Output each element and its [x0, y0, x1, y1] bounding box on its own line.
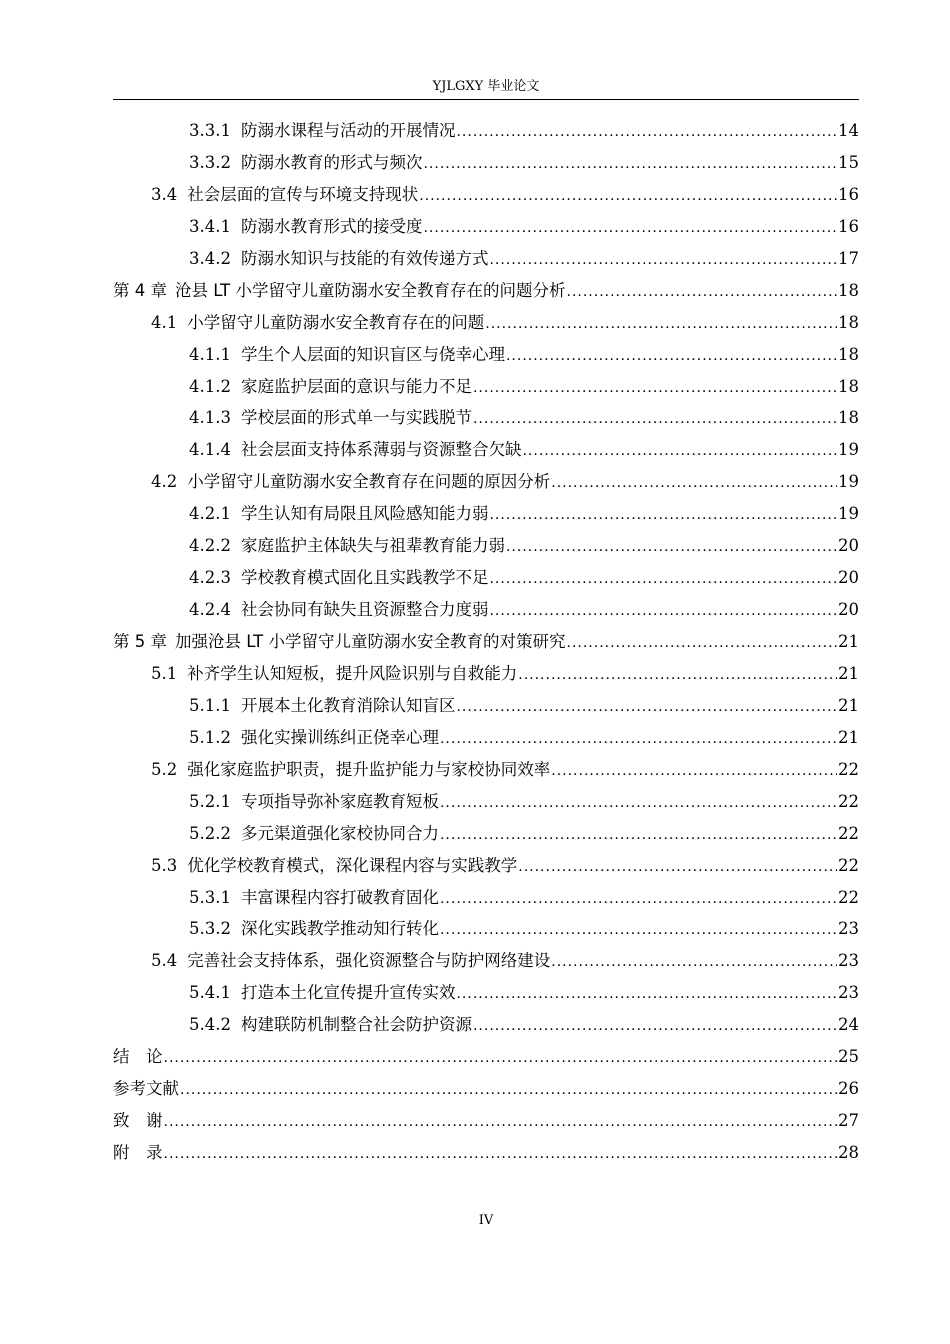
toc-entry[interactable] [113, 115, 859, 147]
toc-entry-page: 23 [838, 983, 859, 1003]
toc-entry-number: 4.2.3 [189, 568, 231, 588]
toc-entry-page: 23 [838, 951, 859, 971]
toc-entry-number: 5.2.1 [189, 791, 231, 811]
toc-dot-leader [473, 373, 837, 405]
toc-dot-leader [423, 149, 837, 181]
toc-entry-number: 5.3 [151, 855, 178, 875]
toc-entry-page: 14 [838, 121, 859, 140]
toc-entry-page: 21 [838, 632, 859, 651]
toc-entry-title: 完善社会支持体系，强化资源整合与防护网络建设 [187, 951, 551, 971]
toc-entry-title: 强化实操训练纠正侥幸心理 [240, 727, 439, 747]
toc-dot-leader [440, 724, 837, 756]
toc-dot-leader [506, 532, 837, 564]
toc-entry-page: 21 [838, 695, 859, 715]
toc-entry-page: 21 [838, 663, 859, 683]
page-number: IV [478, 1213, 494, 1228]
toc-entry[interactable] [113, 275, 859, 307]
toc-dot-leader [423, 213, 837, 245]
toc-entry-title: 补齐学生认知短板，提升风险识别与自救能力 [187, 663, 518, 683]
toc-entry[interactable] [113, 1073, 859, 1105]
toc-entry-title: 专项指导弥补家庭教育短板 [240, 791, 439, 811]
toc-entry-page: 18 [838, 312, 859, 332]
toc-entry[interactable] [113, 977, 859, 1009]
toc-entry[interactable] [113, 882, 859, 914]
toc-dot-leader [440, 915, 837, 947]
toc-entry-page: 20 [838, 600, 859, 620]
header-divider [113, 99, 859, 100]
toc-entry-page: 22 [838, 823, 859, 843]
toc-dot-leader [522, 436, 837, 468]
toc-entry-page: 18 [838, 408, 859, 428]
toc-entry-number: 4.2.1 [189, 504, 231, 524]
toc-entry[interactable] [113, 690, 859, 722]
toc-entry-page: 24 [838, 1015, 859, 1035]
toc-entry-page: 22 [838, 791, 859, 811]
toc-entry-page: 17 [838, 248, 859, 268]
toc-entry[interactable] [113, 307, 859, 339]
table-of-contents [113, 115, 859, 1169]
toc-entry-page: 28 [838, 1143, 859, 1162]
toc-dot-leader [518, 660, 837, 692]
toc-entry[interactable] [113, 498, 859, 530]
toc-entry-title: 学生个人层面的知识盲区与侥幸心理 [240, 344, 505, 364]
toc-entry-title: 优化学校教育模式，深化课程内容与实践教学 [187, 855, 518, 875]
toc-dot-leader [567, 628, 838, 660]
toc-entry-page: 18 [838, 280, 859, 300]
toc-entry-title: 附 录 [113, 1143, 163, 1162]
toc-entry-number: 5.2 [151, 759, 178, 779]
toc-dot-leader [456, 692, 837, 724]
toc-entry[interactable] [113, 147, 859, 179]
toc-entry-page: 19 [838, 440, 859, 460]
toc-entry-page: 18 [838, 344, 859, 364]
toc-entry-number: 5.4 [151, 951, 178, 971]
toc-entry-title: 小学留守儿童防溺水安全教育存在问题的原因分析 [187, 472, 551, 492]
toc-entry-number: 第 5 章 [113, 632, 167, 651]
toc-entry-number: 5.1.2 [189, 727, 231, 747]
toc-entry-number: 5.4.1 [189, 983, 231, 1003]
toc-entry[interactable] [113, 913, 859, 945]
toc-dot-leader [456, 117, 837, 149]
toc-entry-title: 防溺水教育的形式与频次 [240, 152, 423, 172]
toc-entry-number: 4.2.4 [189, 600, 231, 620]
toc-entry[interactable] [113, 243, 859, 275]
toc-entry-number: 5.2.2 [189, 823, 231, 843]
toc-dot-leader [473, 1011, 837, 1043]
toc-entry-title: 参考文献 [113, 1079, 179, 1099]
toc-dot-leader [551, 756, 837, 788]
toc-entry-number: 5.1 [151, 663, 178, 683]
toc-entry[interactable] [113, 179, 859, 211]
toc-dot-leader [164, 1043, 838, 1075]
toc-dot-leader [164, 1107, 838, 1139]
toc-dot-leader [473, 404, 837, 436]
toc-entry-page: 18 [838, 376, 859, 396]
toc-entry-page: 19 [838, 472, 859, 492]
toc-entry[interactable] [113, 945, 859, 977]
toc-entry-number: 4.1.4 [189, 440, 231, 460]
toc-entry[interactable] [113, 850, 859, 882]
toc-entry[interactable] [113, 1105, 859, 1137]
toc-entry[interactable] [113, 530, 859, 562]
toc-dot-leader [567, 277, 838, 309]
toc-entry[interactable] [113, 371, 859, 403]
toc-entry-page: 25 [838, 1047, 859, 1067]
toc-dot-leader [506, 341, 837, 373]
toc-entry-title: 打造本土化宣传提升宣传实效 [240, 983, 456, 1003]
toc-entry-title: 家庭监护层面的意识与能力不足 [240, 376, 472, 396]
toc-entry[interactable] [113, 339, 859, 371]
toc-entry[interactable] [113, 722, 859, 754]
toc-entry[interactable] [113, 1009, 859, 1041]
toc-entry[interactable] [113, 818, 859, 850]
toc-entry-page: 23 [838, 919, 859, 939]
toc-dot-leader [180, 1075, 837, 1107]
toc-entry[interactable] [113, 1137, 859, 1169]
toc-entry[interactable] [113, 562, 859, 594]
toc-entry[interactable] [113, 754, 859, 786]
toc-entry-number: 4.1.2 [189, 376, 231, 396]
toc-entry-title: 小学留守儿童防溺水安全教育存在的问题 [187, 312, 485, 332]
toc-entry-page: 27 [838, 1111, 859, 1131]
toc-entry-title: 致 谢 [113, 1111, 163, 1131]
toc-entry-title: 防溺水教育形式的接受度 [240, 216, 423, 236]
toc-entry-number: 3.4.2 [189, 248, 231, 268]
toc-entry-title: 家庭监护主体缺失与祖辈教育能力弱 [240, 536, 505, 556]
toc-entry-title: 加强沧县 LT 小学留守儿童防溺水安全教育的对策研究 [175, 632, 566, 651]
toc-entry[interactable] [113, 1041, 859, 1073]
toc-entry-page: 22 [838, 855, 859, 875]
toc-entry-number: 3.3.2 [189, 152, 231, 172]
toc-entry-number: 5.3.1 [189, 887, 231, 907]
toc-dot-leader [489, 596, 837, 628]
toc-dot-leader [440, 884, 837, 916]
toc-dot-leader [551, 468, 837, 500]
toc-entry-number: 4.2 [151, 472, 178, 492]
toc-entry-title: 社会层面支持体系薄弱与资源整合欠缺 [240, 440, 522, 460]
toc-entry-number: 4.1.3 [189, 408, 231, 428]
toc-entry-title: 防溺水课程与活动的开展情况 [240, 121, 456, 140]
toc-entry-title: 多元渠道强化家校协同合力 [240, 823, 439, 843]
toc-entry[interactable] [113, 434, 859, 466]
toc-entry-number: 5.3.2 [189, 919, 231, 939]
toc-entry-title: 学生认知有局限且风险感知能力弱 [240, 504, 489, 524]
toc-entry-title: 沧县 LT 小学留守儿童防溺水安全教育存在的问题分析 [175, 280, 566, 300]
toc-dot-leader [485, 309, 837, 341]
toc-entry-page: 20 [838, 568, 859, 588]
toc-entry-page: 19 [838, 504, 859, 524]
toc-dot-leader [440, 788, 837, 820]
toc-entry[interactable] [113, 466, 859, 498]
toc-entry[interactable] [113, 594, 859, 626]
toc-entry-page: 16 [838, 216, 859, 236]
toc-entry-title: 强化家庭监护职责，提升监护能力与家校协同效率 [187, 759, 551, 779]
toc-entry[interactable] [113, 402, 859, 434]
toc-entry-title: 丰富课程内容打破教育固化 [240, 887, 439, 907]
toc-entry-number: 5.4.2 [189, 1015, 231, 1035]
toc-dot-leader [456, 979, 837, 1011]
toc-entry-page: 26 [838, 1079, 859, 1099]
toc-entry-title: 社会层面的宣传与环境支持现状 [187, 184, 419, 204]
toc-entry-number: 5.1.1 [189, 695, 231, 715]
toc-dot-leader [518, 852, 837, 884]
toc-entry-title: 构建联防机制整合社会防护资源 [240, 1015, 472, 1035]
toc-entry-title: 防溺水知识与技能的有效传递方式 [240, 248, 489, 268]
toc-dot-leader [489, 245, 837, 277]
toc-entry-title: 深化实践教学推动知行转化 [240, 919, 439, 939]
toc-entry-title: 开展本土化教育消除认知盲区 [240, 695, 456, 715]
toc-entry[interactable] [113, 658, 859, 690]
toc-entry-title: 学校层面的形式单一与实践脱节 [240, 408, 472, 428]
toc-entry-number: 3.3.1 [189, 121, 231, 140]
toc-dot-leader [440, 820, 837, 852]
toc-entry-page: 16 [838, 184, 859, 204]
toc-entry[interactable] [113, 211, 859, 243]
toc-dot-leader [164, 1139, 838, 1171]
toc-entry-page: 21 [838, 727, 859, 747]
toc-entry-page: 22 [838, 887, 859, 907]
toc-entry-page: 15 [838, 152, 859, 172]
toc-entry[interactable] [113, 786, 859, 818]
toc-entry-number: 4.1 [151, 312, 178, 332]
toc-entry-page: 20 [838, 536, 859, 556]
toc-entry-title: 结 论 [113, 1047, 163, 1067]
toc-entry[interactable] [113, 626, 859, 658]
toc-entry-number: 第 4 章 [113, 280, 167, 300]
toc-dot-leader [419, 181, 837, 213]
toc-dot-leader [489, 564, 837, 596]
toc-entry-number: 3.4.1 [189, 216, 231, 236]
toc-entry-page: 22 [838, 759, 859, 779]
toc-entry-number: 3.4 [151, 184, 178, 204]
page-header: YJLGXY 毕业论文 [432, 79, 540, 94]
toc-entry-title: 社会协同有缺失且资源整合力度弱 [240, 600, 489, 620]
toc-entry-number: 4.1.1 [189, 344, 231, 364]
toc-entry-title: 学校教育模式固化且实践教学不足 [240, 568, 489, 588]
toc-dot-leader [551, 947, 837, 979]
toc-dot-leader [489, 500, 837, 532]
toc-entry-number: 4.2.2 [189, 536, 231, 556]
